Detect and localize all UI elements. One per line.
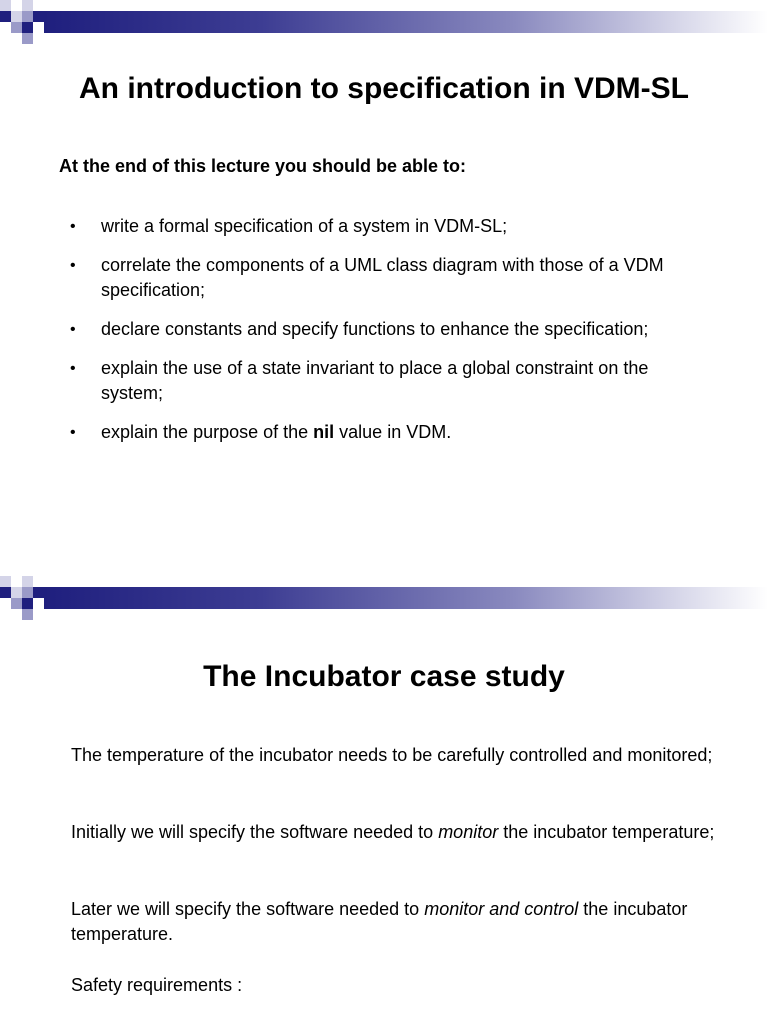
paragraph-text-end: the incubator temperature; [498, 822, 715, 842]
decorative-square [11, 587, 22, 598]
paragraph-text-start: Later we will specify the software needed to [71, 899, 425, 919]
paragraph [71, 820, 721, 845]
decorative-square [22, 576, 33, 587]
list-item [0, 420, 701, 445]
list-item-text-end: value in VDM. [334, 422, 452, 442]
paragraph-text: The temperature of the incubator needs to be carefully controlled and monitored; [71, 745, 713, 765]
decorative-square [22, 609, 33, 620]
nil-keyword: nil [313, 422, 335, 442]
paragraph [71, 897, 721, 947]
decorative-square [33, 11, 44, 22]
paragraph-text-start: Initially we will specify the software needed to [71, 822, 439, 842]
decorative-square [22, 11, 33, 22]
bullet-icon: • [70, 321, 76, 338]
slide-header-band [0, 0, 768, 50]
decorative-square [22, 33, 33, 44]
list-item-text: write a formal specification of a system in VDM-SL; [101, 216, 508, 236]
paragraph [71, 973, 721, 998]
header-gradient-bar [44, 11, 768, 33]
bullet-icon: • [70, 360, 76, 377]
list-item-text: explain the use of a state invariant to place a global constraint on the system; [101, 358, 649, 403]
list-item [0, 214, 701, 239]
list-item-text: declare constants and specify functions to enhance the specification; [101, 319, 649, 339]
decorative-square [0, 0, 11, 11]
decorative-square [22, 587, 33, 598]
bullet-icon: • [70, 424, 76, 441]
decorative-square [11, 22, 22, 33]
decorative-square [11, 11, 22, 22]
decorative-square [11, 0, 22, 11]
decorative-square [22, 598, 33, 609]
slide-title: The Incubator case study [203, 660, 565, 693]
emphasis-monitor: monitor [438, 822, 499, 842]
decorative-square [33, 587, 44, 598]
slide-2 [0, 576, 768, 1024]
emphasis-monitor-and-control: monitor and control [424, 899, 579, 919]
bullet-icon: • [70, 218, 76, 235]
decorative-square [0, 587, 11, 598]
list-item [0, 317, 701, 342]
paragraph-text: Safety requirements : [71, 975, 243, 995]
objectives-list [0, 214, 768, 459]
decorative-square [22, 22, 33, 33]
header-gradient-bar [44, 587, 768, 609]
decorative-square [22, 0, 33, 11]
paragraph [71, 743, 721, 768]
decorative-square [11, 598, 22, 609]
bullet-icon: • [70, 257, 76, 274]
list-item [0, 253, 701, 303]
objectives-intro: At the end of this lecture you should be able to: [59, 156, 467, 176]
decorative-square [11, 576, 22, 587]
list-item [0, 356, 701, 406]
list-item-text: correlate the components of a UML class diagram with those of a VDM specification; [101, 255, 664, 300]
decorative-square [0, 11, 11, 22]
slide-title: An introduction to specification in VDM-SL [79, 72, 689, 105]
slide-header-band [0, 576, 768, 626]
list-item-text-start: explain the purpose of the [101, 422, 314, 442]
decorative-square [0, 576, 11, 587]
paragraph-text-end: the incubator temperature. [71, 899, 688, 944]
